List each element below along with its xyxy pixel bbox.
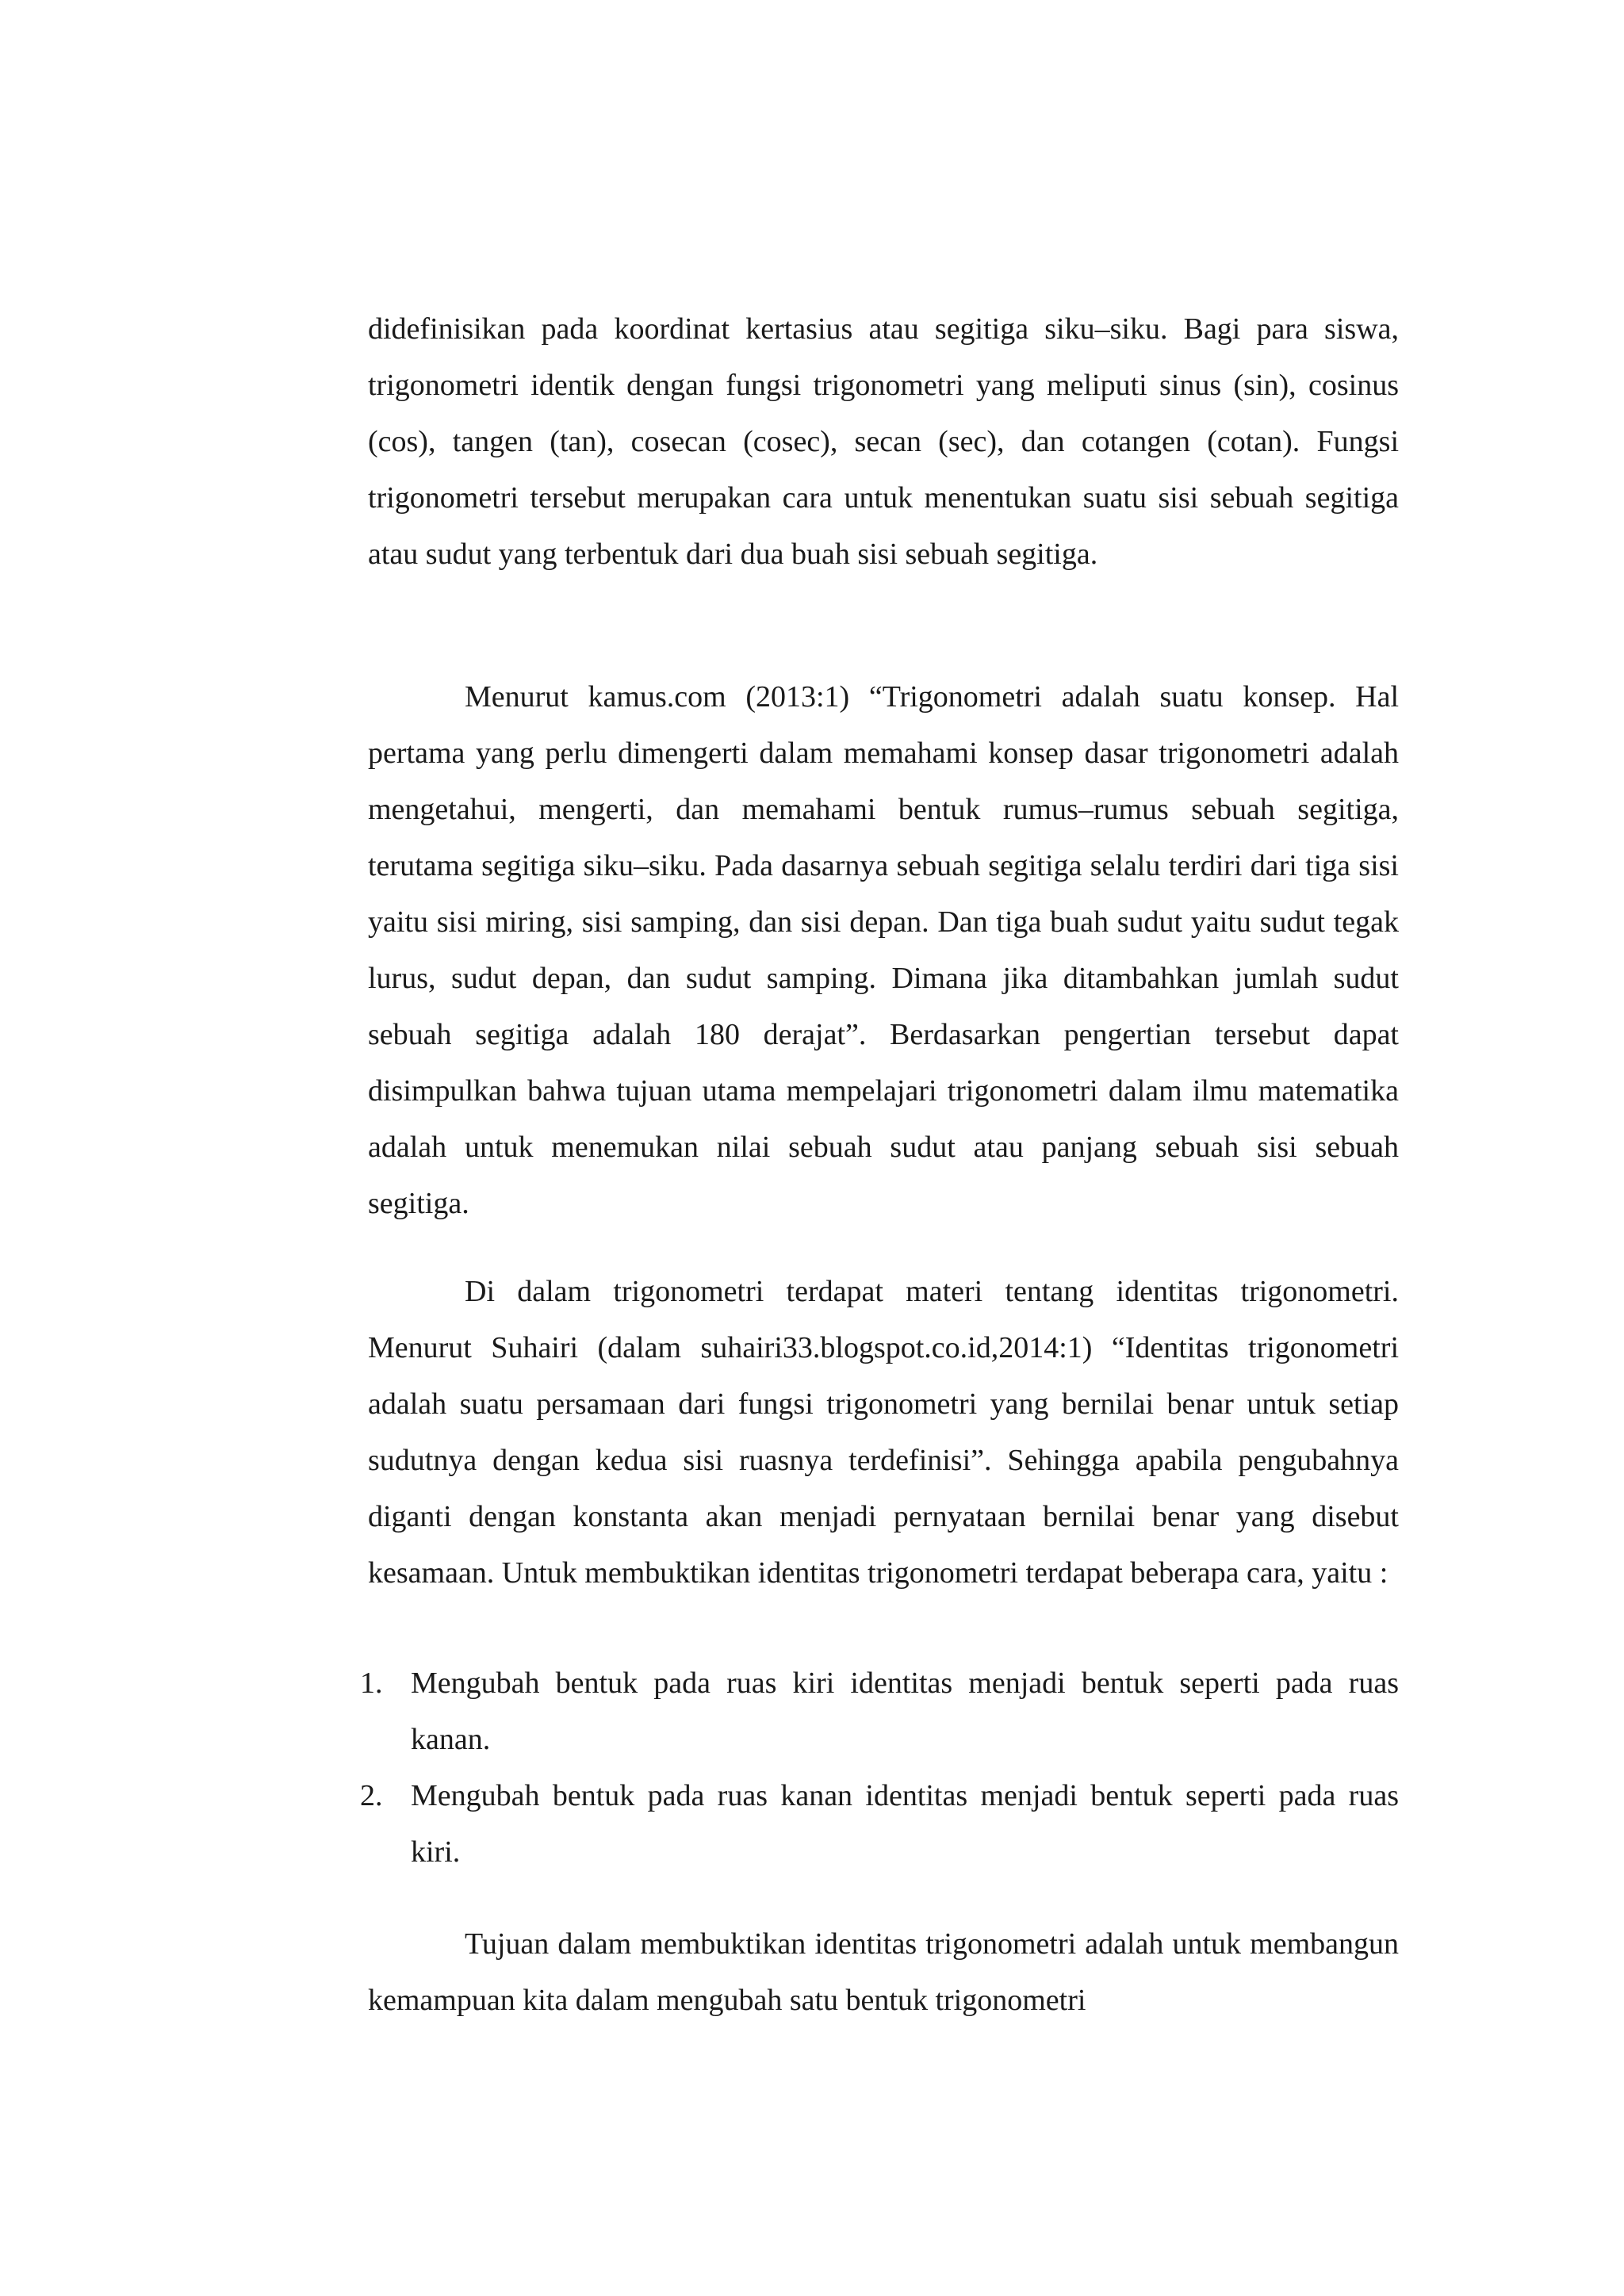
list-item-number: 1. [360, 1667, 383, 1700]
paragraph-text: Di dalam trigonometri terdapat materi tentang identitas trigonometri. Menurut Suhairi (dalam suhairi33.blogspot.co.id,2014:1) “Identitas trigonometri adalah suatu persamaan dari fungsi trigonometri yang bernilai benar untuk setiap sudutnya dengan kedua sisi ruasnya terdefinisi”. Sehingga apabila pengubahnya diganti dengan konstanta akan menjadi pernyataan bernilai benar yang disebut kesamaan. Untuk membuktikan identitas trigonometri terdapat beberapa cara, yaitu : [368, 1275, 1399, 1590]
paragraph-proof-purpose [368, 1916, 1399, 2029]
list-item-number: 2. [360, 1779, 383, 1812]
paragraph-text: Tujuan dalam membuktikan identitas trigonometri adalah untuk membangun kemampuan kita dalam mengubah satu bentuk trigonometri [368, 1927, 1399, 2017]
proof-methods-list [360, 1655, 1399, 1881]
paragraph-kamus-quote [368, 669, 1399, 1232]
paragraph-text: Menurut kamus.com (2013:1) “Trigonometri adalah suatu konsep. Hal pertama yang perlu dimengerti dalam memahami konsep dasar trigonometri adalah mengetahui, mengerti, dan memahami bentuk rumus–rumus sebuah segitiga, terutama segitiga siku–siku. Pada dasarnya sebuah segitiga selalu terdiri dari tiga sisi yaitu sisi miring, sisi samping, dan sisi depan. Dan tiga buah sudut yaitu sudut tegak lurus, sudut depan, dan sudut samping. Dimana jika ditambahkan jumlah sudut sebuah segitiga adalah 180 derajat”. Berdasarkan pengertian tersebut dapat disimpulkan bahwa tujuan utama mempelajari trigonometri dalam ilmu matematika adalah untuk menemukan nilai sebuah sudut atau panjang sebuah sisi sebuah segitiga. [368, 680, 1399, 1220]
list-item-text: Mengubah bentuk pada ruas kiri identitas menjadi bentuk seperti pada ruas kanan. [411, 1667, 1399, 1756]
paragraph-identity-definition [368, 1264, 1399, 1601]
list-item [360, 1655, 1399, 1768]
paragraph-text: didefinisikan pada koordinat kertasius atau segitiga siku–siku. Bagi para siswa, trigonometri identik dengan fungsi trigonometri yang meliputi sinus (sin), cosinus (cos), tangen (tan), cosecan (cosec), secan (sec), dan cotangen (cotan). Fungsi trigonometri tersebut merupakan cara untuk menentukan suatu sisi sebuah segitiga atau sudut yang terbentuk dari dua buah sisi sebuah segitiga. [368, 312, 1399, 571]
paragraph-trig-definition [368, 301, 1399, 583]
list-item-text: Mengubah bentuk pada ruas kanan identitas menjadi bentuk seperti pada ruas kiri. [411, 1779, 1399, 1869]
list-item [360, 1768, 1399, 1881]
